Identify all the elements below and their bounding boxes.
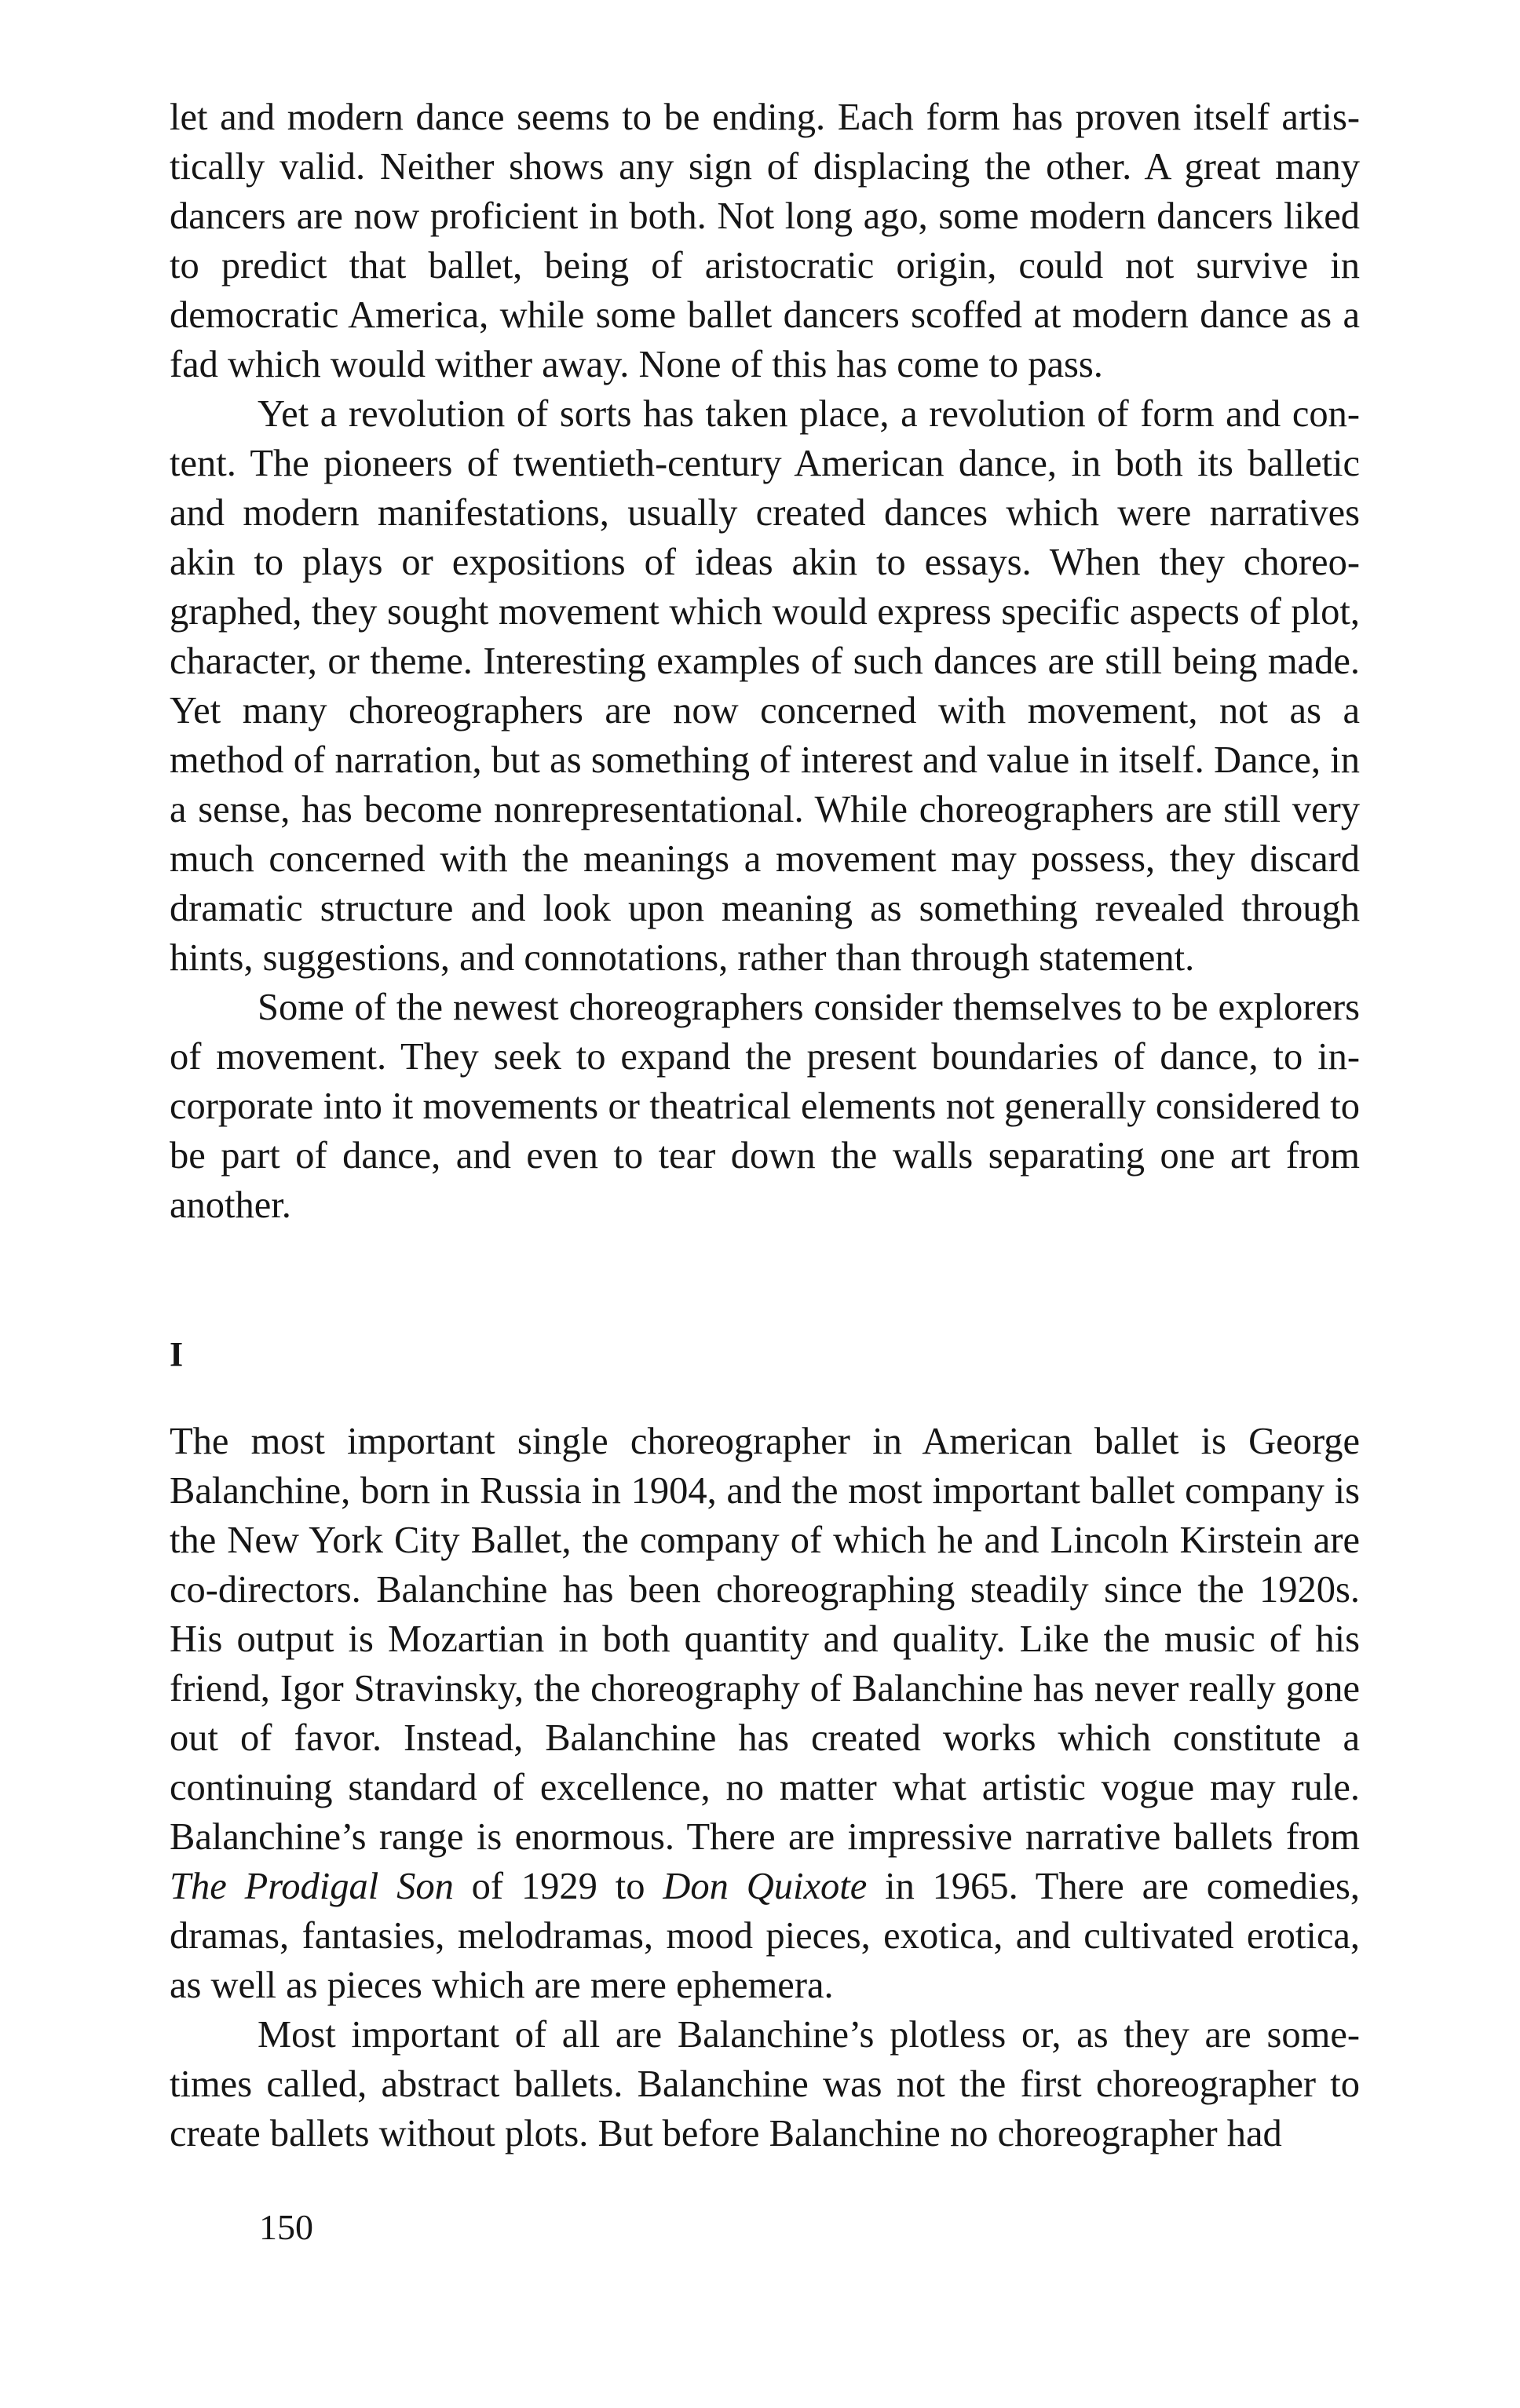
paragraph-5: Most important of all are Balanchine’s plotless or, as they are sometimes called, abstract ballets. Balanchine was not the first choreographer to create ballets without plots. But before Balanchine no choreographer had bbox=[170, 2014, 1360, 2154]
paragraph-3: Some of the newest choreographers consider themselves to be explorers of movement. They seek to expand the present boundaries of dance, to incorporate into it movements or theatrical elements not generally considered to be part of dance, and even to tear down the walls separating one art from another. bbox=[170, 987, 1360, 1226]
paragraph-4-text-a: The most important single choreographer in American ballet is George Balanchine, born in Russia in 1904, and the most important ballet company is the New York City Ballet, the company of which he and Lincoln Kirstein are co-directors. Balanchine has been choreographing steadily since the 1920s. His output is Mozartian in both quantity and quality. Like the music of his friend, Igor Stravinsky, the choreography of Balanchine has never really gone out of favor. Instead, Balanchine has created works which constitute a continuing standard of excellence, no matter what artistic vogue may rule. Balanchine’s range is enormous. There are impressive narrative ballets from bbox=[170, 1421, 1360, 1858]
paragraph-2: Yet a revolution of sorts has taken place, a revolution of form and content. The pioneers of twentieth-century American dance, in both its balletic and modern manifestations, usually created dances which were narratives akin to plays or expositions of ideas akin to essays. When they choreographed, they sought movement which would express specific aspects of plot, character, or theme. Interesting examples of such dances are still being made. Yet many choreographers are now concerned with movement, not as a method of narration, but as something of interest and value in itself. Dance, in a sense, has become nonrepresentational. While choreographers are still very much concerned with the meanings a movement may possess, they discard dramatic structure and look upon meaning as something revealed through hints, suggestions, and connotations, rather than through statement. bbox=[170, 393, 1360, 979]
ballet-title-don-quixote: Don Quixote bbox=[663, 1866, 868, 1907]
page-number: 150 bbox=[259, 2207, 313, 2247]
page-body bbox=[170, 93, 1360, 2158]
paragraph-4-text-b: of 1929 to bbox=[453, 1866, 663, 1907]
paragraph-4-text-c: in 1965. There are comedies, dramas, fantasies, melodramas, mood pieces, exotica, and cultivated erotica, as well as pieces which are mere ephemera. bbox=[170, 1866, 1360, 2006]
paragraph-4 bbox=[170, 1417, 1360, 2010]
paragraph-1: let and modern dance seems to be ending. Each form has proven itself artistically valid. Neither shows any sign of displacing the other. A great many dancers are now proficient in both. Not long ago, some modern dancers liked to predict that ballet, being of aristocratic origin, could not survive in democratic America, while some ballet dancers scoffed at modern dance as a fad which would wither away. None of this has come to pass. bbox=[170, 97, 1360, 385]
section-spacer bbox=[170, 1379, 1360, 1417]
section-heading: I bbox=[170, 1335, 184, 1374]
ballet-title-prodigal-son: The Prodigal Son bbox=[170, 1866, 454, 1907]
